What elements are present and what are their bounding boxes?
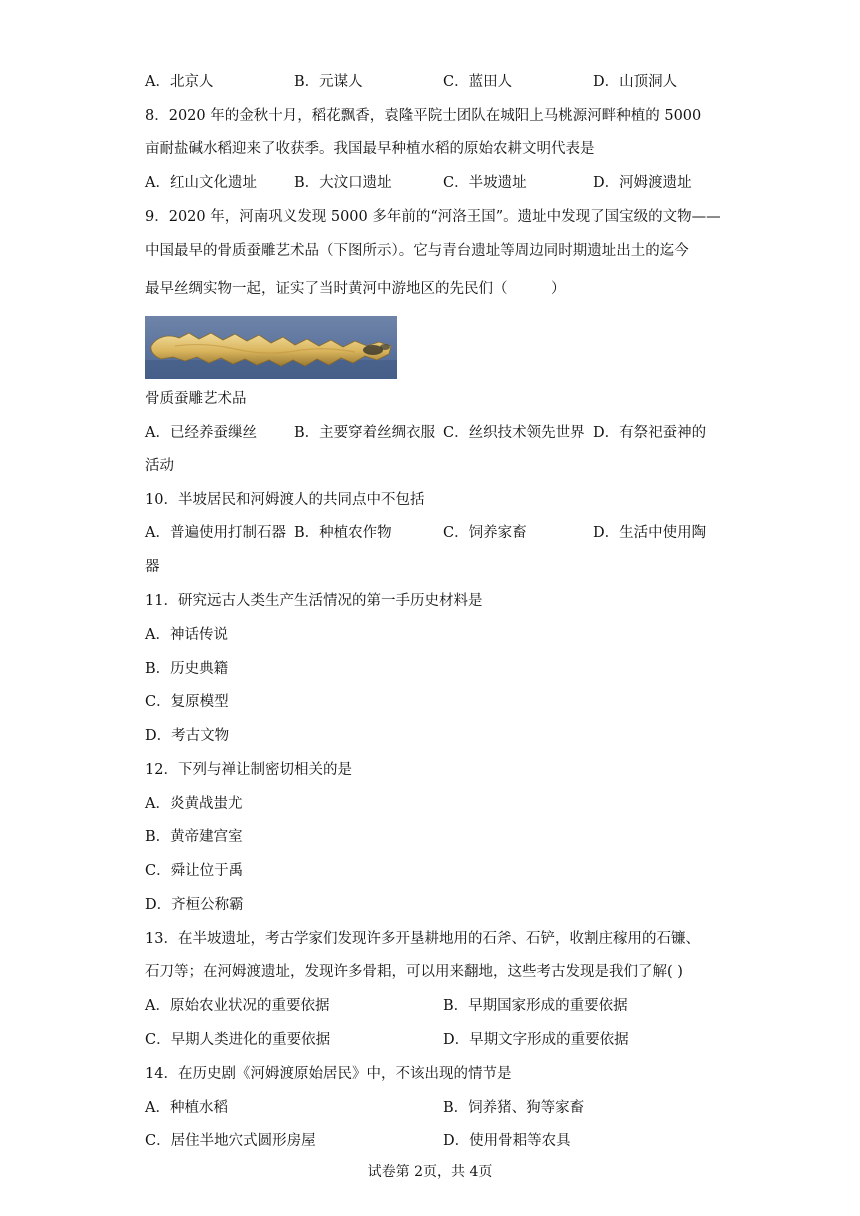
q14-stem: 14．在历史剧《河姆渡原始居民》中，不该出现的情节是 xyxy=(145,1066,512,1082)
q14-option-b: B．饲养猪、狗等家畜 xyxy=(443,1100,585,1116)
q14-option-c: C．居住半地穴式圆形房屋 xyxy=(145,1133,316,1149)
q8-option-a: A．红山文化遗址 xyxy=(145,175,257,191)
q8-option-c: C．半坡遗址 xyxy=(443,175,527,191)
q10-option-c: C．饲养家畜 xyxy=(443,525,527,541)
q11-option-c: C．复原模型 xyxy=(145,694,229,710)
q13-option-a: A．原始农业状况的重要依据 xyxy=(145,998,330,1014)
q9-image-caption: 骨质蚕雕艺术品 xyxy=(145,391,247,407)
page-footer: 试卷第 2页，共 4页 xyxy=(367,1164,493,1180)
q12-option-b: B．黄帝建宫室 xyxy=(145,829,243,845)
q8-option-d: D．河姆渡遗址 xyxy=(593,175,692,191)
q9-stem-line2: 中国最早的骨质蚕雕艺术品（下图所示）。它与青台遗址等周边同时期遗址出土的迄今 xyxy=(145,243,689,259)
q10-option-b: B．种植农作物 xyxy=(294,525,392,541)
q9-option-a: A．已经养蚕缫丝 xyxy=(145,425,257,441)
q8-option-b: B．大汶口遗址 xyxy=(294,175,392,191)
q14-option-a: A．种植水稻 xyxy=(145,1100,228,1116)
q9-stem-line3: 最早丝绸实物一起，证实了当时黄河中游地区的先民们（ ） xyxy=(145,281,566,297)
q10-option-d: D．生活中使用陶 xyxy=(593,525,707,541)
q10-option-wrap: 器 xyxy=(145,559,160,575)
q11-stem: 11．研究远古人类生产生活情况的第一手历史材料是 xyxy=(145,593,483,609)
q11-option-a: A．神话传说 xyxy=(145,627,228,643)
q10-option-a: A．普遍使用打制石器 xyxy=(145,525,286,541)
q8-stem-line1: 8．2020 年的金秋十月，稻花飘香，袁隆平院士团队在城阳上马桃源河畔种植的 5000 xyxy=(145,108,702,124)
q10-stem: 10．半坡居民和河姆渡人的共同点中不包括 xyxy=(145,492,425,508)
q8-stem-line2: 亩耐盐碱水稻迎来了收获季。我国最早种植水稻的原始农耕文明代表是 xyxy=(145,141,595,157)
q12-option-d: D．齐桓公称霸 xyxy=(145,897,244,913)
q13-option-c: C．早期人类进化的重要依据 xyxy=(145,1032,331,1048)
q7-option-c: C．蓝田人 xyxy=(443,74,513,90)
q13-option-d: D．早期文字形成的重要依据 xyxy=(443,1032,629,1048)
q7-option-b: B．元谋人 xyxy=(294,74,363,90)
q7-option-d: D．山顶洞人 xyxy=(593,74,678,90)
q13-stem-line1: 13．在半坡遗址，考古学家们发现许多开垦耕地用的石斧、石铲，收割庄稼用的石镰、 xyxy=(145,931,700,947)
q14-option-d: D．使用骨耜等农具 xyxy=(443,1133,571,1149)
q9-option-c: C．丝织技术领先世界 xyxy=(443,425,585,441)
q9-option-b: B．主要穿着丝绸衣服 xyxy=(294,425,436,441)
q11-option-d: D．考古文物 xyxy=(145,728,230,744)
q12-option-a: A．炎黄战蚩尤 xyxy=(145,796,243,812)
q9-option-wrap: 活动 xyxy=(145,458,174,474)
q11-option-b: B．历史典籍 xyxy=(145,661,229,677)
q13-stem-line2: 石刀等；在河姆渡遗址，发现许多骨耜，可以用来翻地，这些考古发现是我们了解( ) xyxy=(145,964,683,980)
q12-option-c: C．舜让位于禹 xyxy=(145,863,244,879)
q9-stem-line1: 9．2020 年，河南巩义发现 5000 多年前的“河洛王国”。遗址中发现了国宝级的文物—— xyxy=(145,209,721,225)
q12-stem: 12．下列与禅让制密切相关的是 xyxy=(145,762,352,778)
q13-option-b: B．早期国家形成的重要依据 xyxy=(443,998,628,1014)
q7-option-a: A．北京人 xyxy=(145,74,214,90)
q9-option-d: D．有祭祀蚕神的 xyxy=(593,425,707,441)
silkworm-carving-image xyxy=(145,316,397,379)
